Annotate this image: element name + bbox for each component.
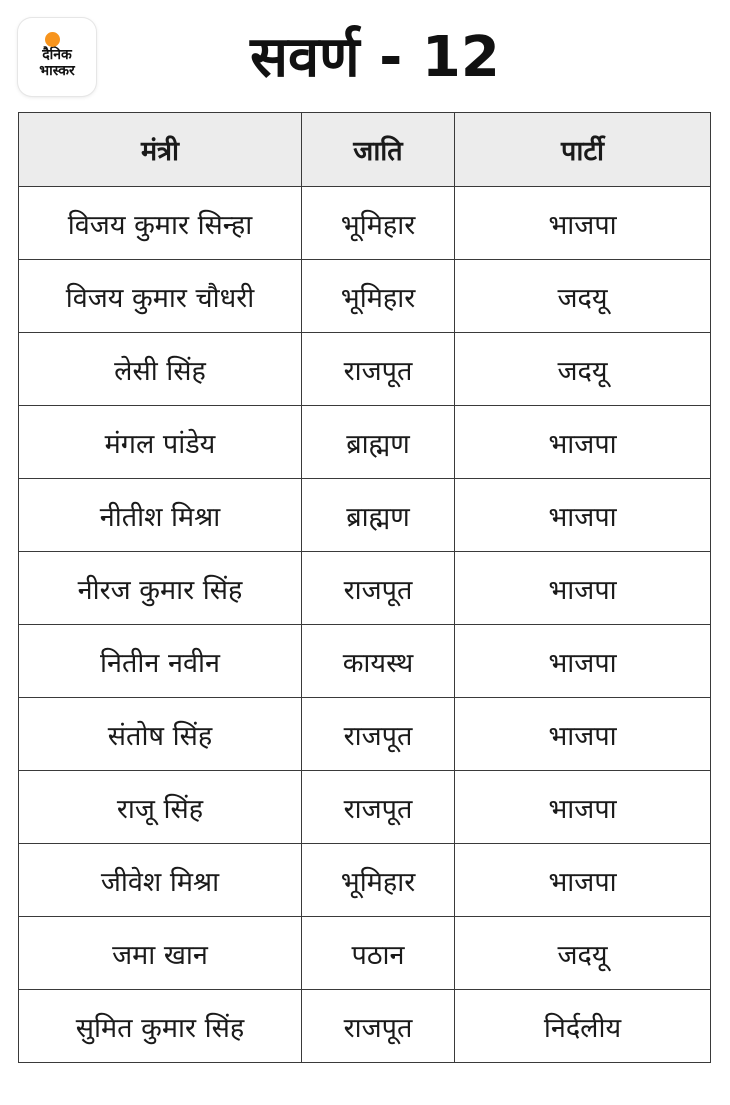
minister-name: राजू सिंह xyxy=(19,771,302,844)
caste-cell: ब्राह्मण xyxy=(302,479,455,552)
minister-name: जीवेश मिश्रा xyxy=(19,844,302,917)
party-cell: भाजपा xyxy=(455,552,711,625)
minister-name: सुमित कुमार सिंह xyxy=(19,990,302,1063)
table-row xyxy=(19,552,711,625)
table-header-row xyxy=(19,113,711,187)
table-row xyxy=(19,771,711,844)
table-row xyxy=(19,917,711,990)
caste-cell: राजपूत xyxy=(302,771,455,844)
caste-cell: राजपूत xyxy=(302,698,455,771)
caste-cell: राजपूत xyxy=(302,552,455,625)
minister-name: विजय कुमार चौधरी xyxy=(19,260,302,333)
minister-name: लेसी सिंह xyxy=(19,333,302,406)
caste-cell: कायस्थ xyxy=(302,625,455,698)
table-row xyxy=(19,479,711,552)
table-row xyxy=(19,990,711,1063)
ministers-table xyxy=(18,112,711,1063)
table-row xyxy=(19,260,711,333)
party-cell: जदयू xyxy=(455,917,711,990)
caste-cell: भूमिहार xyxy=(302,844,455,917)
minister-name: जमा खान xyxy=(19,917,302,990)
party-cell: भाजपा xyxy=(455,771,711,844)
party-cell: निर्दलीय xyxy=(455,990,711,1063)
logo-text-line2: भास्कर xyxy=(39,63,75,79)
caste-cell: राजपूत xyxy=(302,990,455,1063)
party-cell: भाजपा xyxy=(455,698,711,771)
header-caste: जाति xyxy=(302,113,455,187)
header-minister: मंत्री xyxy=(19,113,302,187)
party-cell: भाजपा xyxy=(455,479,711,552)
caste-cell: राजपूत xyxy=(302,333,455,406)
minister-name: संतोष सिंह xyxy=(19,698,302,771)
minister-name: नीतीश मिश्रा xyxy=(19,479,302,552)
header-party: पार्टी xyxy=(455,113,711,187)
caste-cell: भूमिहार xyxy=(302,260,455,333)
table-row xyxy=(19,625,711,698)
table-row xyxy=(19,406,711,479)
caste-cell: भूमिहार xyxy=(302,187,455,260)
party-cell: भाजपा xyxy=(455,187,711,260)
minister-name: मंगल पांडेय xyxy=(19,406,302,479)
table-row xyxy=(19,187,711,260)
minister-name: नितीन नवीन xyxy=(19,625,302,698)
minister-name: विजय कुमार सिन्हा xyxy=(19,187,302,260)
caste-cell: पठान xyxy=(302,917,455,990)
table-row xyxy=(19,698,711,771)
logo-text-line1: दैनिक xyxy=(42,47,72,63)
table-row xyxy=(19,333,711,406)
party-cell: जदयू xyxy=(455,260,711,333)
party-cell: भाजपा xyxy=(455,406,711,479)
caste-cell: ब्राह्मण xyxy=(302,406,455,479)
table-row xyxy=(19,844,711,917)
minister-name: नीरज कुमार सिंह xyxy=(19,552,302,625)
party-cell: जदयू xyxy=(455,333,711,406)
party-cell: भाजपा xyxy=(455,625,711,698)
page-title: सवर्ण - 12 xyxy=(250,25,500,90)
party-cell: भाजपा xyxy=(455,844,711,917)
